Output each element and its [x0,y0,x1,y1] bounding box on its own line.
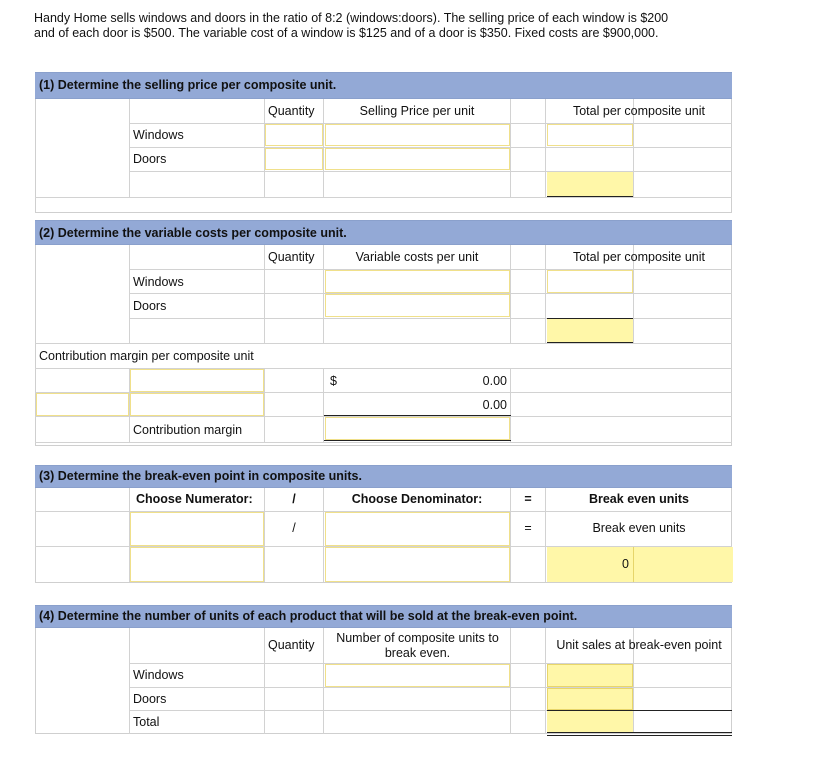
s3-equals-sign: = [524,492,532,506]
cm-total-input[interactable] [325,417,510,440]
s1-col-selling-price: Selling Price per unit [359,104,475,118]
s2-doors-variable-cost-input[interactable] [325,294,510,317]
s3-denominator-select[interactable] [325,512,510,546]
cm-row1-label-input[interactable] [130,369,264,392]
s4-row-doors: Doors [133,692,167,706]
s1-doors-quantity-input[interactable] [265,148,323,170]
s3-denominator-value-input[interactable] [325,547,510,582]
cm-row2-label-input[interactable] [130,393,264,416]
s1-row-windows: Windows [133,128,184,142]
s2-windows-variable-cost-input[interactable] [325,270,510,293]
s2-col-total: Total per composite unit [572,250,705,264]
s3-numerator-value-input[interactable] [130,547,264,582]
cm-dollar-sign: $ [330,374,337,388]
s1-windows-quantity-input[interactable] [265,124,323,146]
s3-result-label: Break even units [592,521,686,535]
s3-result-heading: Break even units [588,492,690,506]
s4-total-sales-cell [547,711,633,733]
s3-result-value: 0 [622,557,629,571]
s4-doors-sales-input[interactable] [547,688,633,710]
s1-row-doors: Doors [133,152,167,166]
s1-windows-total-input[interactable] [547,124,633,146]
s3-numerator-label: Choose Numerator: [136,492,253,506]
s1-col-quantity: Quantity [268,104,315,118]
cm-total-label: Contribution margin [133,423,243,437]
section-1-title: (1) Determine the selling price per composite unit. [35,72,732,99]
section-3-title: (3) Determine the break-even point in composite units. [35,465,732,488]
s1-doors-price-input[interactable] [325,148,510,170]
s4-col-unit-sales: Unit sales at break-even point [556,638,722,652]
cm-heading: Contribution margin per composite unit [39,349,254,363]
problem-statement: Handy Home sells windows and doors in the ratio of 8:2 (windows:doors). The selling price of each window is $200 and of each door is $500. The variable cost of a window is $125 and of a door is $350. Fixed costs are $900,000. [34,11,669,40]
s2-col-variable-costs: Variable costs per unit [355,250,479,264]
cm-value-1: 0.00 [482,374,507,388]
s4-row-total: Total [133,715,160,729]
s2-row-windows: Windows [133,275,184,289]
s4-composite-units-input[interactable] [325,664,510,687]
s2-composite-total-cell [547,319,633,342]
s4-row-windows: Windows [133,668,184,682]
s3-equals-sign-2: = [524,521,532,535]
s2-windows-total-input[interactable] [547,270,633,293]
s1-composite-total-cell [547,172,633,196]
s1-windows-price-input[interactable] [325,124,510,146]
s3-divide-sign: / [292,492,296,506]
cm-value-2: 0.00 [482,398,507,412]
s3-numerator-select[interactable] [130,512,264,546]
s4-col-composite-units: Number of composite units to break even. [336,631,499,660]
cm-row2-col1-input[interactable] [36,393,129,416]
s4-windows-sales-input[interactable] [547,664,633,687]
s3-denominator-label: Choose Denominator: [351,492,483,506]
s2-row-doors: Doors [133,299,167,313]
s4-col-quantity: Quantity [268,638,315,652]
s3-divide-sign-2: / [292,521,296,535]
section-4-title: (4) Determine the number of units of each product that will be sold at the break-even point. [35,605,732,628]
s2-col-quantity: Quantity [268,250,315,264]
section-2-title: (2) Determine the variable costs per composite unit. [35,220,732,245]
s1-col-total: Total per composite unit [572,104,705,118]
